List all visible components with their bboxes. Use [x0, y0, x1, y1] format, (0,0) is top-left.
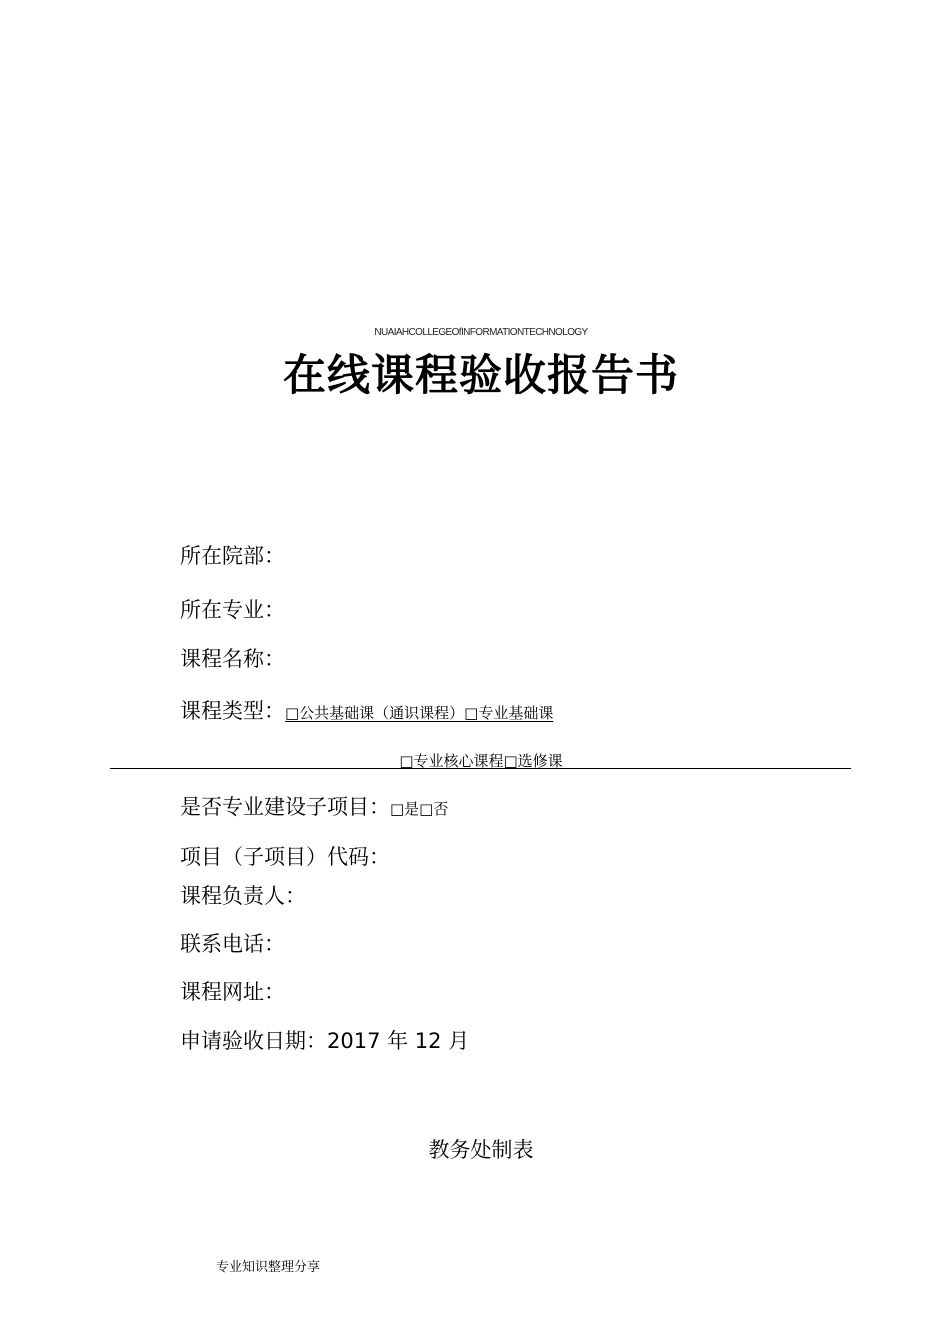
course-url-field: 课程网址： — [180, 980, 285, 1004]
footer-note: 专业知识整理分享 — [216, 1260, 321, 1275]
subproject-field — [180, 794, 448, 822]
course-type-field — [180, 698, 553, 726]
course-type-options-line1: □公共基础课（通识课程）□专业基础课 — [285, 704, 554, 722]
subproject-options: □是□否 — [390, 800, 449, 818]
major-field: 所在专业： — [180, 598, 285, 622]
college-subtitle: NUAIAHCOLLEGEOfINFORMATIONTECHNOLOGY — [374, 327, 588, 338]
report-title: 在线课程验收报告书 — [283, 351, 679, 401]
course-leader-field: 课程负责人： — [180, 884, 306, 908]
issuer-label: 教务处制表 — [428, 1138, 534, 1162]
subproject-label: 是否专业建设子项目： — [180, 795, 390, 819]
phone-field: 联系电话： — [180, 932, 285, 956]
project-code-field: 项目（子项目）代码： — [180, 845, 390, 869]
course-type-label: 课程类型： — [180, 699, 285, 723]
course-name-field: 课程名称： — [180, 647, 285, 671]
divider-line — [110, 768, 851, 769]
course-type-options-line2: □专业核心课程□选修课 — [399, 752, 563, 770]
apply-date-field: 申请验收日期：2017 年 12 月 — [180, 1029, 470, 1053]
department-field: 所在院部： — [180, 544, 285, 568]
